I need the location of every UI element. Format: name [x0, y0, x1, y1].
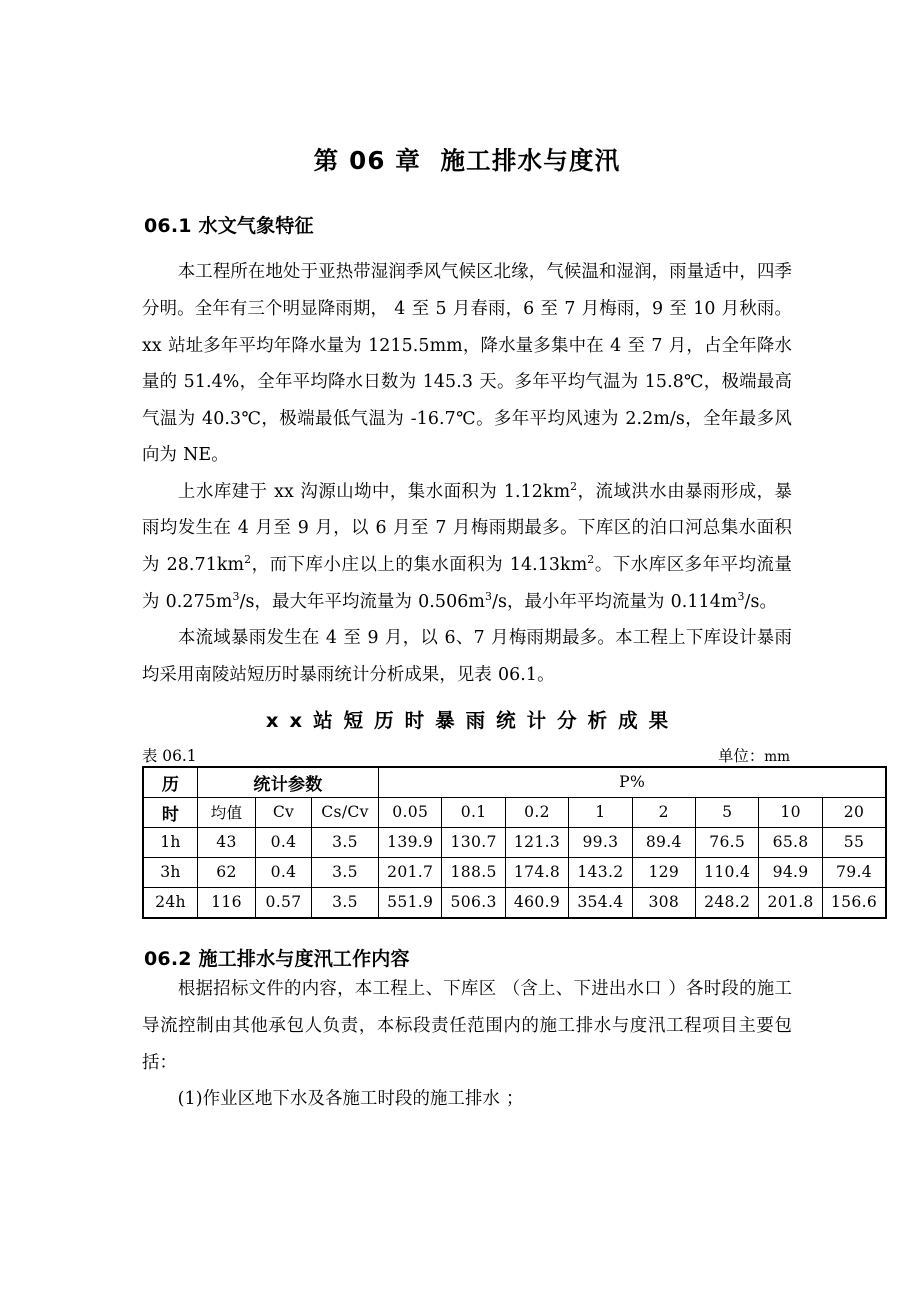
table-number-label: 表 06.1 [142, 746, 197, 765]
cell-p: 130.7 [442, 827, 505, 857]
cell-p: 79.4 [822, 857, 885, 887]
header-cv: Cv [256, 797, 312, 827]
cell-p: 551.9 [379, 887, 442, 917]
header-p-0-1: 0.1 [442, 797, 505, 827]
cell-p: 99.3 [569, 827, 632, 857]
cell-p: 156.6 [822, 887, 885, 917]
header-p-20: 20 [822, 797, 885, 827]
paragraph-reservoir-catchment [142, 474, 792, 620]
header-p-1: 1 [569, 797, 632, 827]
para2-seg2: ，流域洪水由暴雨形成，暴雨均发生在 4 月至 9 月，以 6 月至 7 月梅雨期最多。下库区的泊口河总集水面积为 28.71km [142, 481, 793, 576]
para2-seg3: ，而下库小庄以上的集水面积为 14.13km [251, 555, 588, 576]
paragraph-storm-design [142, 620, 792, 693]
unit-text: 单位： [718, 746, 765, 765]
header-stats-group: 统计参数 [198, 767, 379, 797]
cell-p: 65.8 [759, 827, 822, 857]
paragraph-drainage-scope [142, 971, 792, 1081]
para2-seg5: /s，最大年平均流量为 0.506m [239, 591, 485, 612]
table-border-wrap [142, 766, 887, 919]
storm-statistics-table [143, 767, 886, 918]
table-unit-label [718, 744, 790, 766]
superscript-km2-2: 2 [244, 553, 252, 567]
paragraph-text: 本工程所在地处于亚热带湿润季风气候区北缘，气候温和湿润，雨量适中，四季分明。全年有三个明显降雨期， 4 至 5 月春雨，6 至 7 月梅雨，9 至 10 月秋雨。xx 站址多年平均年降水量为 1215.5mm，降水量多集中在 4 至 7 月，占全年降水量的 51.4%，全年平均降水日数为 145.3 天。多年平均气温为 15.8℃，极端最高气温为 40.3℃，极端最低气温为 -16.7℃。多年平均风速为 2.2m/s，全年最多风向为 NE。 [142, 262, 792, 466]
header-p-10: 10 [759, 797, 822, 827]
para2-seg4: 。下水库区多年平均流量为 0.275m [142, 555, 793, 612]
table-caption-row [142, 744, 792, 766]
header-p-2: 2 [632, 797, 695, 827]
cell-p: 354.4 [569, 887, 632, 917]
header-duration-line2: 时 [144, 797, 198, 827]
cell-duration: 3h [144, 857, 198, 887]
cell-p: 94.9 [759, 857, 822, 887]
cell-cscv: 3.5 [312, 887, 379, 917]
header-p-0-2: 0.2 [505, 797, 568, 827]
cell-mean: 116 [198, 887, 256, 917]
header-p-5: 5 [695, 797, 758, 827]
cell-p: 76.5 [695, 827, 758, 857]
table-header-row-1 [144, 767, 886, 797]
cell-p: 174.8 [505, 857, 568, 887]
cell-p: 506.3 [442, 887, 505, 917]
para2-seg6: /s，最小年平均流量为 0.114m [492, 591, 738, 612]
cell-p: 201.8 [759, 887, 822, 917]
superscript-m3-3: 3 [737, 589, 745, 603]
cell-p: 308 [632, 887, 695, 917]
unit-value: mm [764, 748, 790, 765]
cell-p: 460.9 [505, 887, 568, 917]
para2-seg1: 上水库建于 xx 沟源山坳中，集水面积为 1.12km [177, 481, 571, 502]
cell-p: 139.9 [379, 827, 442, 857]
header-p-0-05: 0.05 [379, 797, 442, 827]
cell-p: 188.5 [442, 857, 505, 887]
superscript-m3-1: 3 [232, 589, 240, 603]
cell-p: 201.7 [379, 857, 442, 887]
page-title: 第 06 章 施工排水与度汛 [313, 146, 621, 175]
cell-cscv: 3.5 [312, 857, 379, 887]
cell-mean: 62 [198, 857, 256, 887]
cell-p: 110.4 [695, 857, 758, 887]
cell-cv: 0.4 [256, 857, 312, 887]
section-heading-06-1: 06.1 水文气象特征 [144, 214, 314, 237]
cell-p: 121.3 [505, 827, 568, 857]
table-header-row-2 [144, 797, 886, 827]
cell-p: 129 [632, 857, 695, 887]
paragraph-hydrology-climate [142, 254, 792, 474]
header-mean: 均值 [198, 797, 256, 827]
superscript-m3-2: 3 [484, 589, 493, 603]
section-heading-06-2: 06.2 施工排水与度汛工作内容 [144, 947, 410, 970]
cell-p: 89.4 [632, 827, 695, 857]
paragraph-text: 本流域暴雨发生在 4 至 9 月，以 6、7 月梅雨期最多。本工程上下库设计暴雨均采用南陵站短历时暴雨统计分析成果，见表 06.1。 [142, 628, 792, 685]
header-probability-group: P% [379, 767, 886, 797]
header-duration-line1: 历 [144, 767, 198, 797]
table-title: xx站短历时暴雨统计分析成果 [265, 709, 680, 733]
cell-duration: 1h [144, 827, 198, 857]
cell-p: 248.2 [695, 887, 758, 917]
cell-cv: 0.4 [256, 827, 312, 857]
table-row [144, 827, 886, 857]
superscript-km2-1: 2 [570, 480, 578, 494]
list-item-1 [142, 1081, 792, 1118]
cell-p: 55 [822, 827, 885, 857]
cell-cscv: 3.5 [312, 827, 379, 857]
list-item-text: (1)作业区地下水及各施工时段的施工排水 ； [177, 1089, 524, 1110]
superscript-km2-3: 2 [587, 553, 595, 567]
paragraph-text: 根据招标文件的内容，本工程上、下库区 （含上、下进出水口 ）各时段的施工导流控制由其他承包人负责，本标段责任范围内的施工排水与度汛工程项目主要包括： [142, 979, 792, 1073]
table-row [144, 887, 886, 917]
cell-mean: 43 [198, 827, 256, 857]
table-row [144, 857, 886, 887]
cell-duration: 24h [144, 887, 198, 917]
header-cs-cv: Cs/Cv [312, 797, 379, 827]
cell-p: 143.2 [569, 857, 632, 887]
cell-cv: 0.57 [256, 887, 312, 917]
para2-seg7: /s。 [744, 591, 778, 612]
